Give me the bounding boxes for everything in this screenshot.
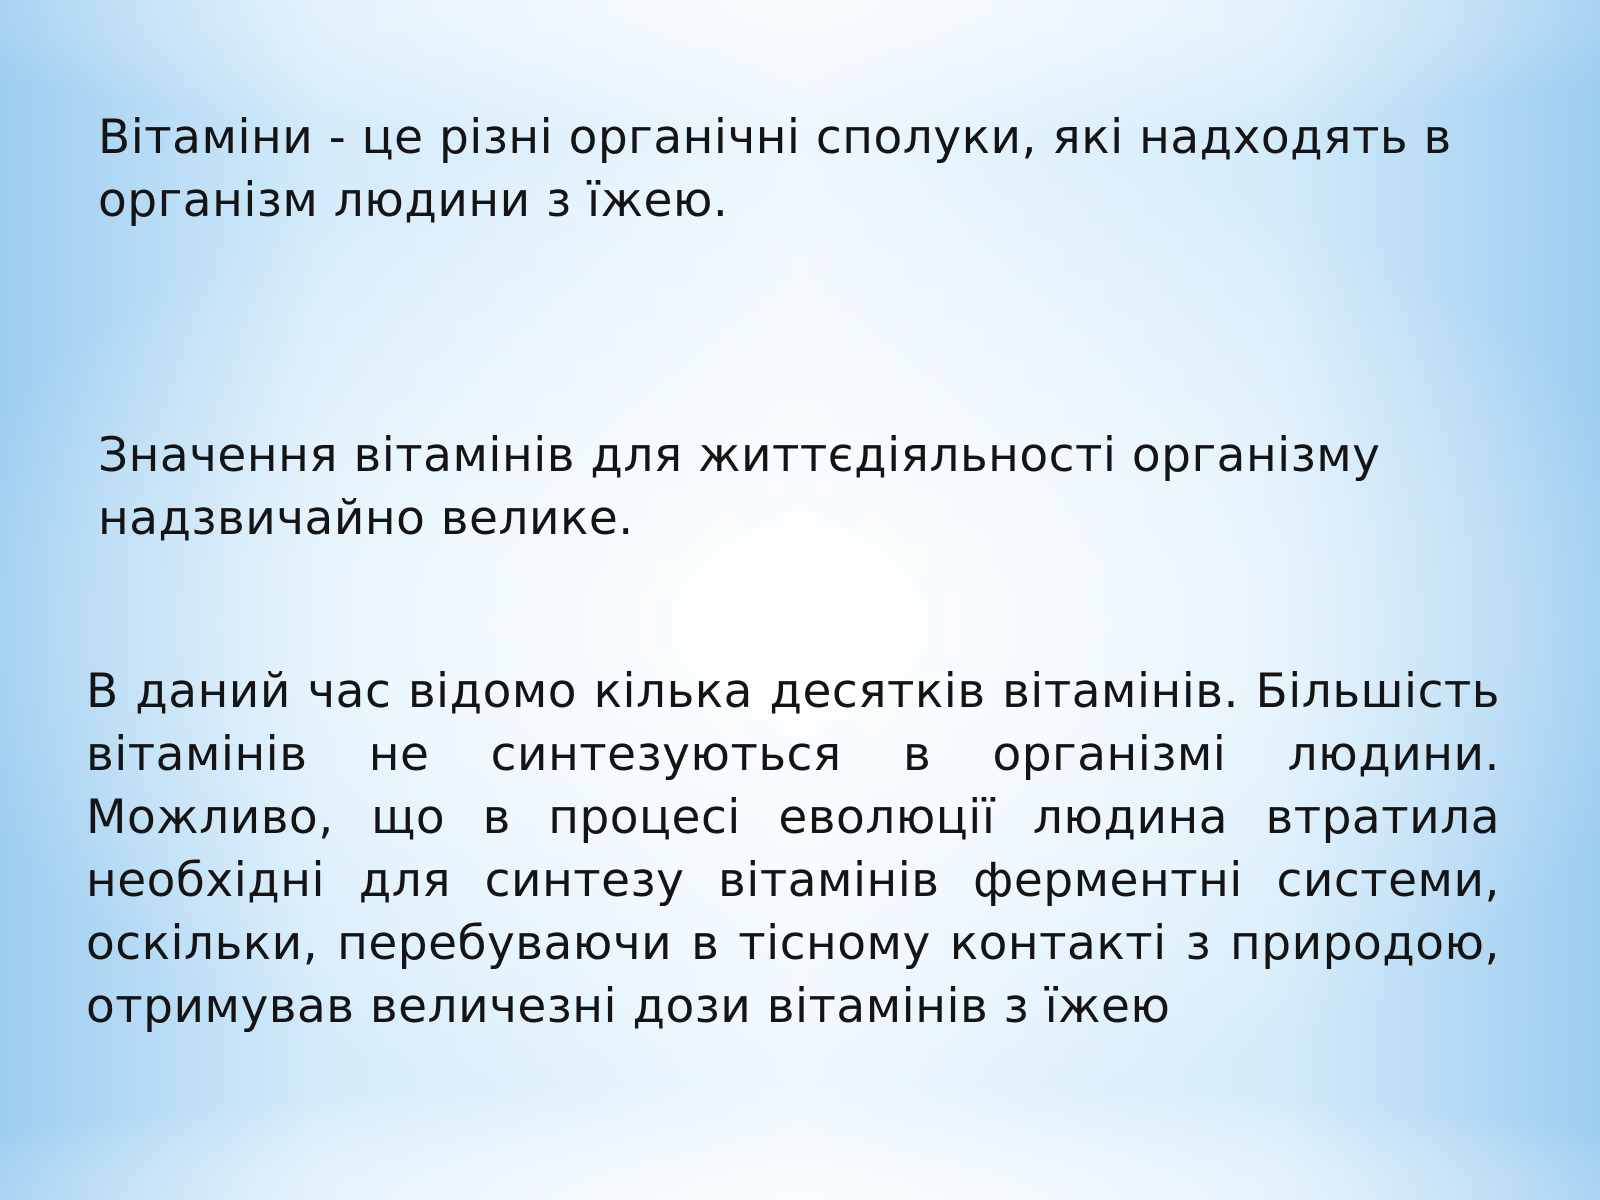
vitamins-definition-paragraph: Вітаміни - це різні органічні сполуки, які надходять в організм людини з їжею. (98, 110, 1452, 228)
vitamins-synthesis-paragraph: В даний час відомо кілька десятків вітамінів. Більшість вітамінів не синтезуються в організмі людини. Можливо, що в процесі еволюції людина втратила необхідні для синтезу вітамінів ферментні системи, оскільки, перебуваючи в тісному контакті з природою, отримував величезні дози вітамінів з їжею (86, 664, 1500, 1034)
vitamins-importance-paragraph: Значення вітамінів для життєдіяльності організму надзвичайно велике. (98, 428, 1381, 546)
